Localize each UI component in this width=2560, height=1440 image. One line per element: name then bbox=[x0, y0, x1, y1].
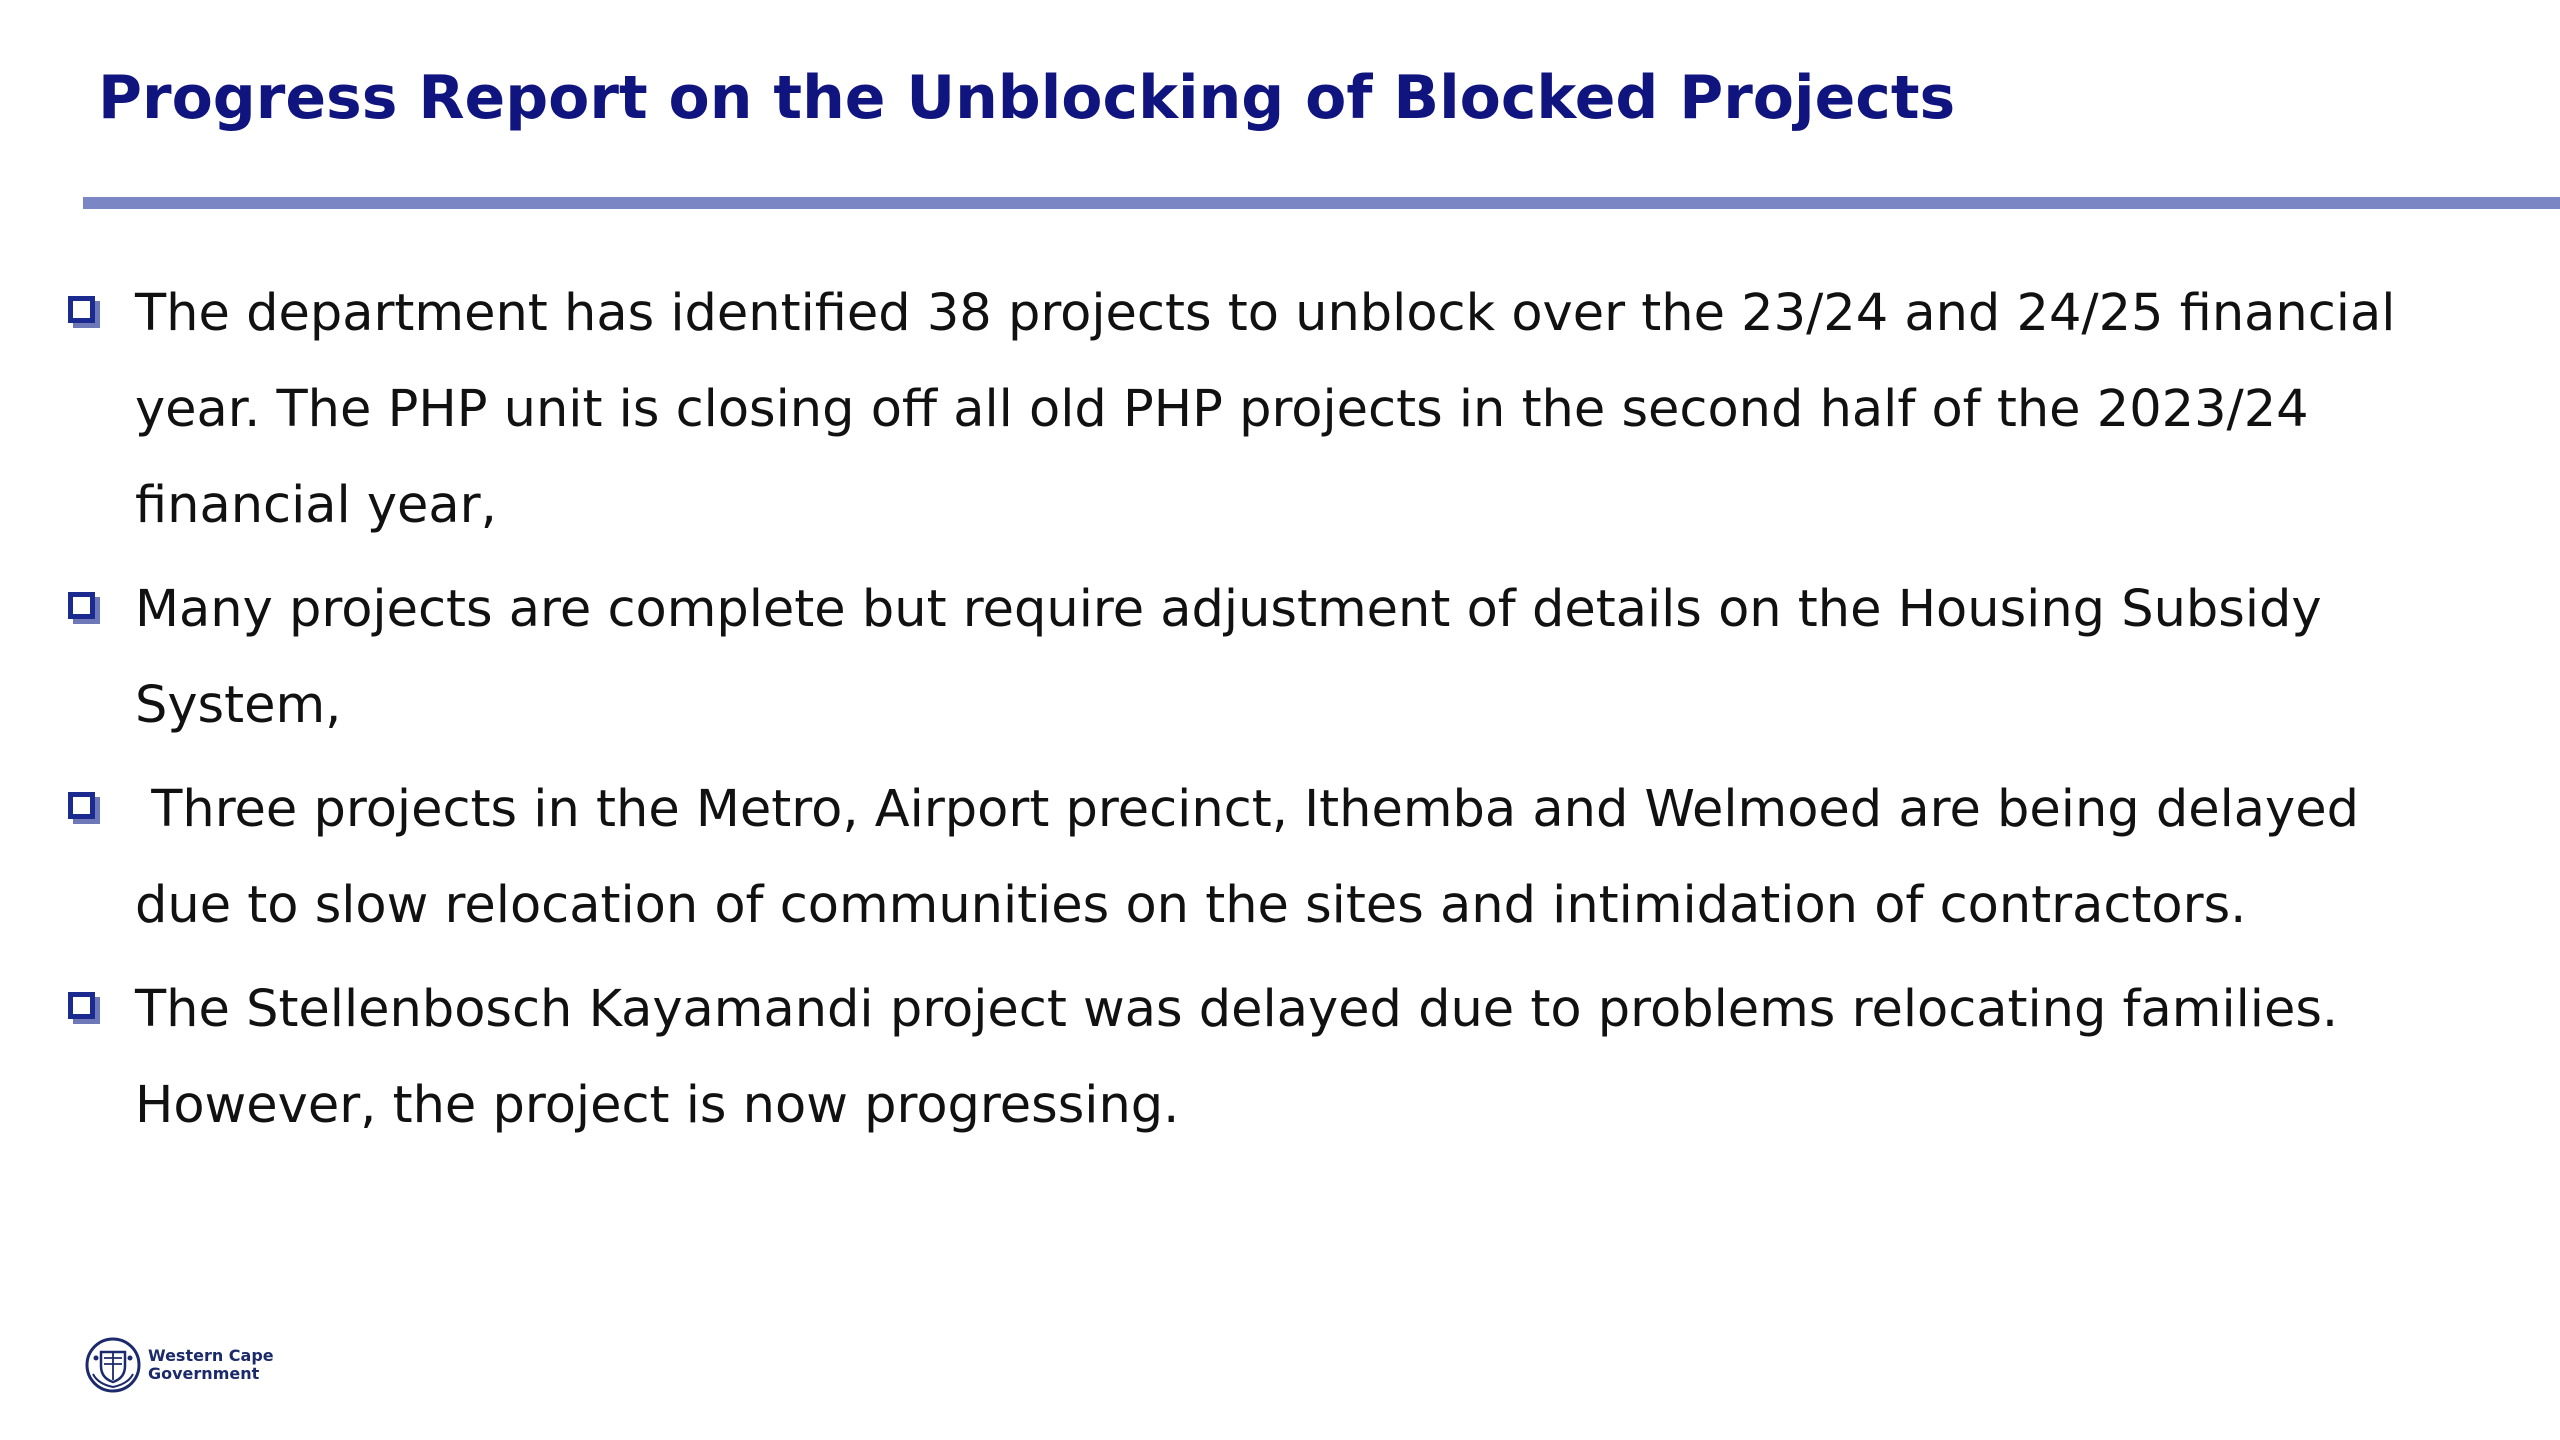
slide-title: Progress Report on the Unblocking of Blocked Projects bbox=[98, 63, 1956, 133]
bullet-item bbox=[66, 762, 2426, 954]
bullet-text: The Stellenbosch Kayamandi project was delayed due to problems relocating families. However, the project is now progressing. bbox=[135, 980, 2339, 1135]
coat-of-arms-icon bbox=[84, 1336, 142, 1394]
logo-line-2: Government bbox=[148, 1364, 260, 1383]
logo-line-1: Western Cape bbox=[148, 1346, 274, 1365]
bullet-list bbox=[66, 266, 2426, 1162]
bullet-text: Three projects in the Metro, Airport precinct, Ithemba and Welmoed are being delayed due to slow relocation of communities on the sites and intimidation of contractors. bbox=[135, 780, 2376, 935]
bullet-text: The department has identified 38 projects to unblock over the 23/24 and 24/25 financial year. The PHP unit is closing off all old PHP projects in the second half of the 2023/24 financial year, bbox=[135, 284, 2396, 535]
bullet-item bbox=[66, 962, 2426, 1154]
square-bullet-icon bbox=[68, 296, 95, 323]
bullet-item bbox=[66, 562, 2426, 754]
square-bullet-icon bbox=[68, 792, 95, 819]
bullet-item bbox=[66, 266, 2426, 554]
western-cape-government-logo bbox=[84, 1336, 274, 1394]
bullet-text: Many projects are complete but require adjustment of details on the Housing Subsidy System, bbox=[135, 580, 2322, 735]
title-divider bbox=[83, 197, 2560, 209]
square-bullet-icon bbox=[68, 592, 95, 619]
square-bullet-icon bbox=[68, 992, 95, 1019]
